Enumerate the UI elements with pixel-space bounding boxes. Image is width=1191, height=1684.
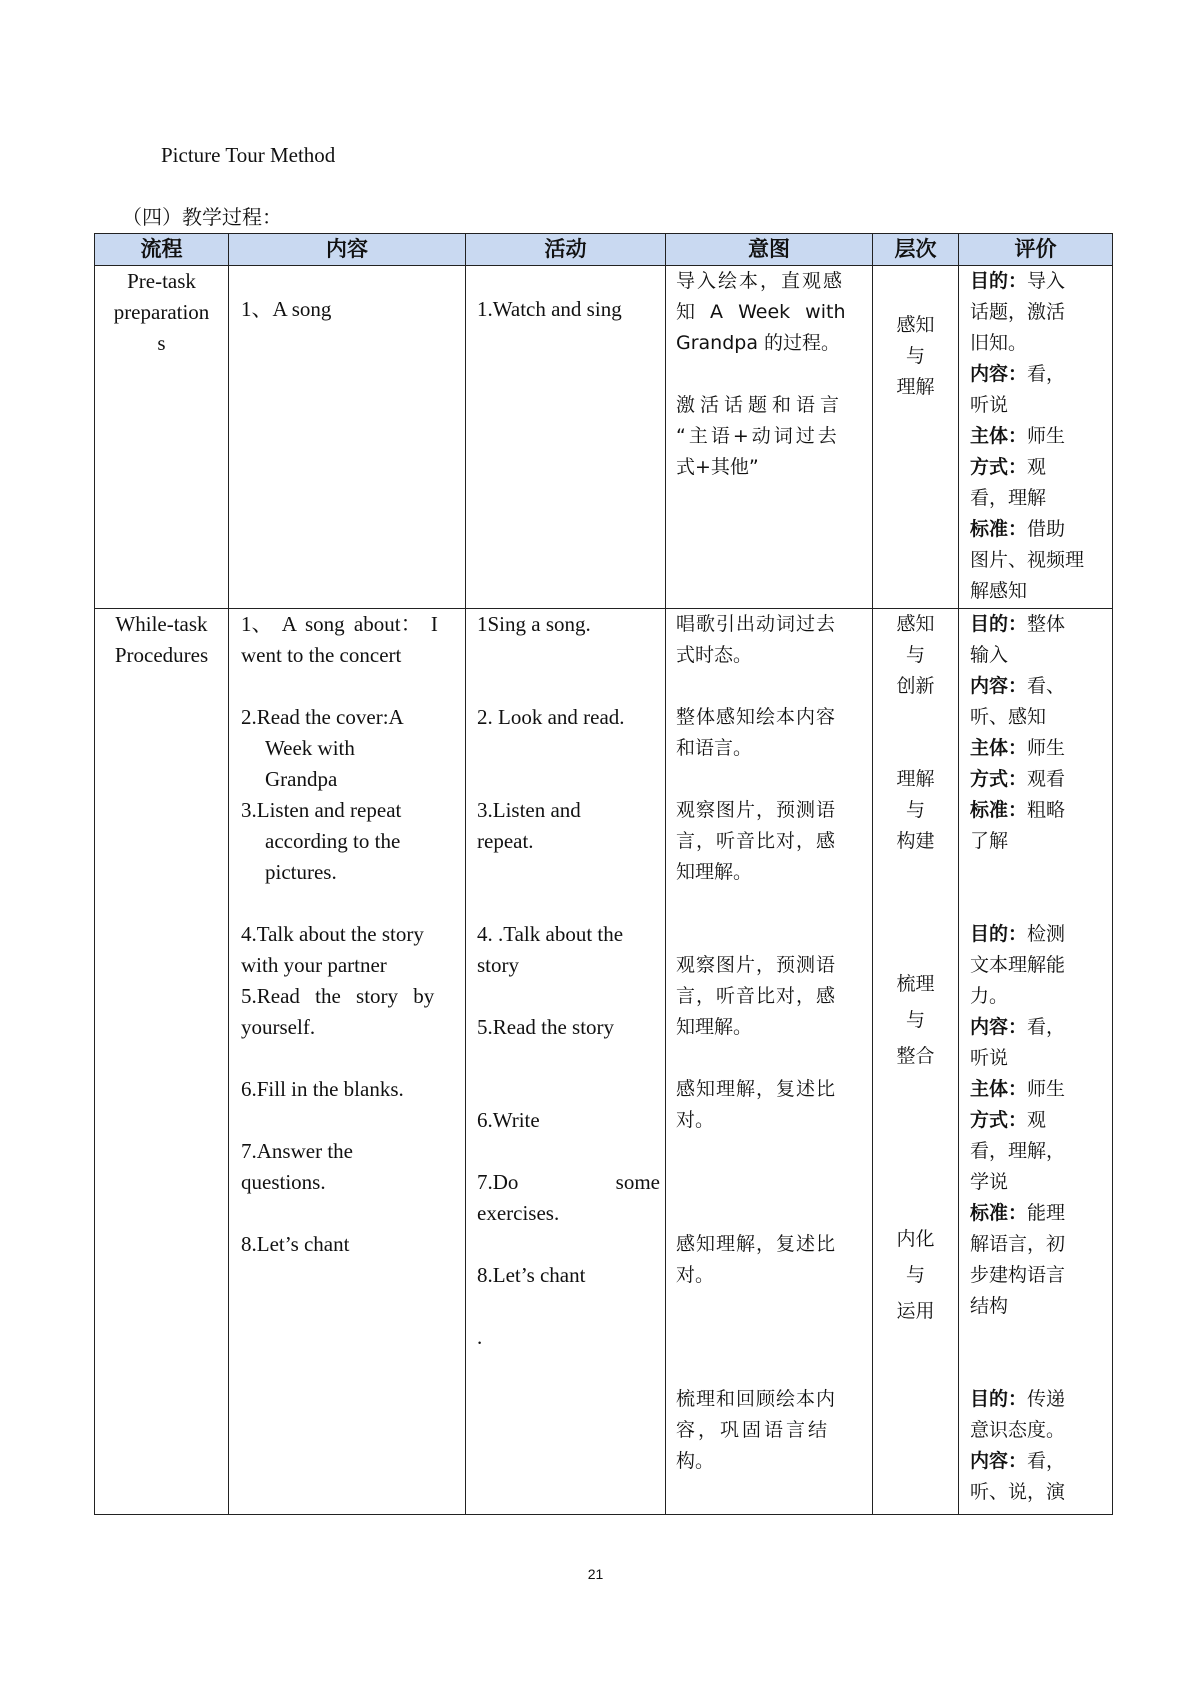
content-line: 8.Let’s chant (241, 1232, 350, 1256)
eval-line: 主体：师生 (970, 1078, 1066, 1100)
table-row (95, 266, 1113, 609)
intent-line: 观察图片，预测语 (676, 954, 837, 976)
header-process: 流程 (95, 234, 229, 266)
activity-line: 3.Listen and (477, 798, 581, 822)
activity-cell (466, 609, 666, 1515)
activity-line: 5.Read the story (477, 1015, 615, 1039)
eval-line: 内容：看， (970, 1450, 1066, 1472)
eval-line: 标准：能理 (970, 1202, 1066, 1224)
eval-line: 学说 (970, 1171, 1009, 1193)
activity-line: . (477, 1325, 483, 1349)
activity-line: 7.Do some (477, 1170, 660, 1194)
content-line: went to the concert (241, 643, 402, 667)
header-evaluation: 评价 (959, 234, 1113, 266)
stage-line: Procedures (114, 643, 209, 667)
stage-line: While-task (115, 612, 208, 636)
intent-cell (666, 266, 873, 609)
eval-line: 解感知 (970, 580, 1028, 602)
eval-line: 方式：观 (970, 1109, 1047, 1131)
level-line: 与 (905, 1009, 925, 1031)
activity-item: 1.Watch and sing (477, 297, 622, 321)
eval-line: 话题，激活 (970, 301, 1066, 323)
intent-line: 言，听音比对，感 (676, 985, 837, 1007)
level-line: 感知 (896, 314, 935, 336)
activity-line: repeat. (477, 829, 534, 853)
intent-cell (666, 609, 873, 1515)
header-level: 层次 (873, 234, 959, 266)
eval-line: 听、感知 (970, 706, 1047, 728)
header-intent: 意图 (666, 234, 873, 266)
intent-line: 观察图片，预测语 (676, 799, 837, 821)
content-line: according to the (265, 829, 401, 853)
eval-line: 力。 (970, 985, 1009, 1007)
content-line: 6.Fill in the blanks. (241, 1077, 404, 1101)
level-line: 梳理 (896, 973, 935, 995)
intent-line: 知理解。 (676, 1016, 753, 1038)
content-line: 1、 A song about： I (241, 612, 438, 636)
eval-line: 主体：师生 (970, 737, 1066, 759)
eval-line: 主体：师生 (970, 425, 1066, 447)
intent-line: 整体感知绘本内容 (676, 706, 837, 728)
eval-line: 意识态度。 (970, 1419, 1066, 1441)
page-number: 21 (587, 1566, 604, 1582)
content-cell (229, 609, 466, 1515)
level-line: 感知 (896, 613, 935, 635)
teaching-process-table (94, 233, 1113, 1515)
eval-line: 目的：传递 (970, 1388, 1066, 1410)
intent-line: Grandpa 的过程。 (676, 332, 841, 354)
content-line: 3.Listen and repeat (241, 798, 402, 822)
level-line: 整合 (896, 1045, 935, 1067)
level-line: 创新 (896, 675, 935, 697)
level-line: 内化 (896, 1228, 935, 1250)
eval-line: 解语言，初 (970, 1233, 1066, 1255)
activity-line: 1Sing a song. (477, 612, 591, 636)
level-line: 与 (905, 644, 925, 666)
intent-line: 知理解。 (676, 861, 753, 883)
eval-line: 文本理解能 (970, 954, 1066, 976)
content-line: Week with (265, 736, 355, 760)
intent-line: 和语言。 (676, 737, 753, 759)
eval-line: 听说 (970, 394, 1009, 416)
level-line: 构建 (896, 830, 935, 852)
header-activity: 活动 (466, 234, 666, 266)
intent-line: 梳理和回顾绘本内 (676, 1388, 837, 1410)
eval-line: 听、说，演 (970, 1481, 1066, 1503)
header-content: 内容 (229, 234, 466, 266)
activity-line: exercises. (477, 1201, 560, 1225)
activity-line: 2. Look and read. (477, 705, 625, 729)
eval-line: 方式：观看 (970, 768, 1066, 790)
intent-line (676, 359, 845, 390)
content-line: 7.Answer the (241, 1139, 353, 1163)
intent-line: 对。 (676, 1264, 715, 1286)
level-line: 理解 (896, 376, 935, 398)
eval-line: 图片、视频理 (970, 549, 1085, 571)
activity-line: 6.Write (477, 1108, 540, 1132)
evaluation-cell (959, 266, 1113, 609)
activity-line: story (477, 953, 519, 977)
activity-cell (466, 266, 666, 609)
eval-line: 内容：看， (970, 363, 1066, 385)
stage-cell (95, 266, 229, 609)
eval-line: 内容：看、 (970, 675, 1066, 697)
eval-line: 步建构语言 (970, 1264, 1066, 1286)
activity-line: 8.Let’s chant (477, 1263, 586, 1287)
level-line: 与 (905, 1264, 925, 1286)
activity-line: 4. .Talk about the (477, 922, 624, 946)
intent-line: 感知理解，复述比 (676, 1078, 837, 1100)
stage-line: preparation (113, 300, 210, 324)
method-text: Picture Tour Method (161, 143, 336, 167)
intent-line: 容，巩固语言结 (676, 1419, 831, 1441)
level-line: 理解 (896, 768, 935, 790)
intent-line: 知 A Week with (676, 301, 846, 323)
eval-line: 标准：粗略 (970, 799, 1066, 821)
intent-line: 式时态。 (676, 644, 753, 666)
intent-line: 感知理解，复述比 (676, 1233, 837, 1255)
evaluation-cell (959, 609, 1113, 1515)
eval-line: 旧知。 (970, 332, 1028, 354)
section-heading: （四）教学过程： (122, 205, 282, 229)
stage-line: Pre-task (127, 269, 196, 293)
intent-line: 导入绘本，直观感 (676, 270, 845, 292)
content-line: questions. (241, 1170, 326, 1194)
eval-line: 了解 (970, 830, 1009, 852)
intent-line: 构。 (676, 1450, 715, 1472)
level-line: 运用 (896, 1300, 935, 1322)
intent-line: 对。 (676, 1109, 715, 1131)
content-line: 2.Read the cover:A (241, 705, 404, 729)
eval-line: 看，理解 (970, 487, 1047, 509)
level-cell (873, 609, 959, 1515)
intent-line: “主语+动词过去 (676, 425, 840, 447)
eval-line: 方式：观 (970, 456, 1047, 478)
stage-cell (95, 609, 229, 1515)
level-cell (873, 266, 959, 609)
intent-line: 激活话题和语言 (676, 394, 845, 416)
eval-line: 目的：导入 (970, 270, 1066, 292)
eval-line: 目的：检测 (970, 923, 1066, 945)
stage-line: s (157, 331, 166, 355)
eval-line: 看，理解， (970, 1140, 1066, 1162)
content-item: 1、A song (241, 297, 332, 321)
content-line: yourself. (241, 1015, 316, 1039)
eval-line: 目的：整体 (970, 613, 1066, 635)
intent-line: 言，听音比对，感 (676, 830, 837, 852)
eval-line: 输入 (970, 644, 1009, 666)
eval-line: 内容：看， (970, 1016, 1066, 1038)
level-line: 与 (905, 345, 925, 367)
content-line: pictures. (265, 860, 337, 884)
level-line: 与 (905, 799, 925, 821)
eval-line: 结构 (970, 1295, 1009, 1317)
intent-line: 唱歌引出动词过去 (676, 613, 837, 635)
content-line: 4.Talk about the story (241, 922, 424, 946)
content-cell (229, 266, 466, 609)
table-header-row (95, 234, 1113, 266)
content-line: with your partner (241, 953, 387, 977)
eval-line: 标准：借助 (970, 518, 1066, 540)
content-line: 5.Read the story by (241, 984, 435, 1008)
intent-line: 式+其他” (676, 456, 759, 478)
eval-line: 听说 (970, 1047, 1009, 1069)
content-line: Grandpa (265, 767, 338, 791)
table-row (95, 609, 1113, 1515)
